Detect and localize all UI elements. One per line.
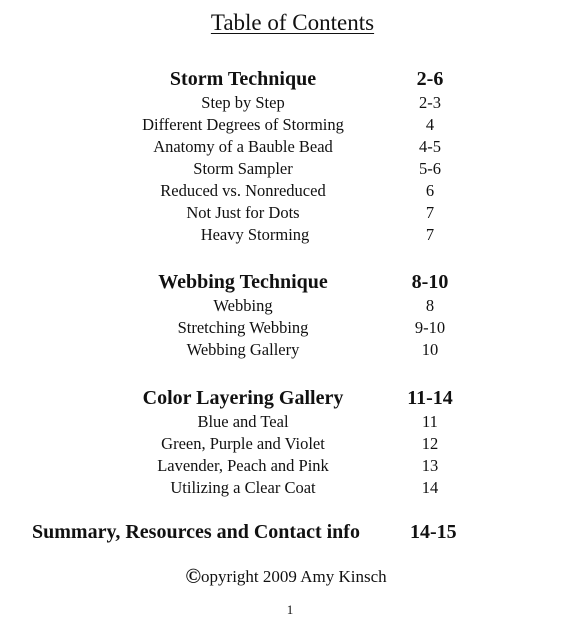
entry-pages: 12 — [421, 434, 439, 453]
entry-pages: 4-5 — [419, 137, 441, 156]
entry-pages: 5-6 — [419, 159, 441, 178]
entry-pages: 10 — [421, 340, 439, 359]
toc-entry — [0, 412, 570, 434]
section-title: Webbing Technique — [158, 271, 328, 293]
toc-entry — [0, 93, 570, 115]
entry-pages: 11 — [422, 412, 438, 431]
toc-entry — [0, 340, 570, 362]
toc-entry — [0, 115, 570, 137]
entry-label: Webbing Gallery — [186, 340, 300, 359]
entry-label: Green, Purple and Violet — [161, 434, 325, 453]
copyright-text: opyright 2009 Amy Kinsch — [201, 567, 387, 586]
entry-pages: 7 — [425, 203, 435, 222]
toc-section-heading — [0, 68, 570, 90]
summary-title: Summary, Resources and Contact info — [32, 521, 360, 543]
toc-section-heading — [0, 387, 570, 409]
entry-label: Webbing — [213, 296, 273, 315]
entry-pages: 13 — [421, 456, 439, 475]
toc-entry — [0, 203, 570, 225]
page-title: Table of Contents — [210, 10, 375, 35]
toc-section-heading — [0, 271, 570, 293]
toc-entry — [0, 434, 570, 456]
entry-pages: 7 — [425, 225, 435, 244]
entry-label: Heavy Storming — [200, 225, 310, 244]
entry-pages: 2-3 — [419, 93, 441, 112]
toc-entry — [0, 159, 570, 181]
entry-pages: 9-10 — [414, 318, 446, 337]
copyright-icon: © — [185, 564, 202, 588]
entry-pages: 6 — [425, 181, 435, 200]
toc-entry — [0, 137, 570, 159]
toc-entry — [0, 478, 570, 500]
summary-pages: 14-15 — [410, 521, 457, 543]
toc-entry — [0, 318, 570, 340]
entry-pages: 4 — [425, 115, 435, 134]
entry-label: Utilizing a Clear Coat — [170, 478, 316, 497]
entry-label: Step by Step — [201, 93, 285, 112]
toc-entry — [0, 456, 570, 478]
entry-pages: 14 — [421, 478, 439, 497]
section-pages: 2-6 — [416, 68, 444, 90]
toc-entry — [0, 225, 570, 247]
entry-label: Stretching Webbing — [177, 318, 309, 337]
page-number: 1 — [286, 602, 294, 617]
section-title: Storm Technique — [169, 68, 317, 90]
toc-summary-heading — [0, 521, 570, 543]
entry-pages: 8 — [425, 296, 435, 315]
entry-label: Lavender, Peach and Pink — [157, 456, 329, 475]
entry-label: Storm Sampler — [193, 159, 293, 178]
entry-label: Not Just for Dots — [186, 203, 300, 222]
entry-label: Different Degrees of Storming — [142, 115, 344, 134]
section-pages: 8-10 — [411, 271, 449, 293]
entry-label: Blue and Teal — [197, 412, 289, 431]
toc-entry — [0, 181, 570, 203]
toc-entry — [0, 296, 570, 318]
section-pages: 11-14 — [407, 387, 453, 409]
entry-label: Reduced vs. Nonreduced — [160, 181, 326, 200]
copyright-line — [0, 564, 570, 589]
entry-label: Anatomy of a Bauble Bead — [153, 137, 333, 156]
section-title: Color Layering Gallery — [142, 387, 344, 409]
